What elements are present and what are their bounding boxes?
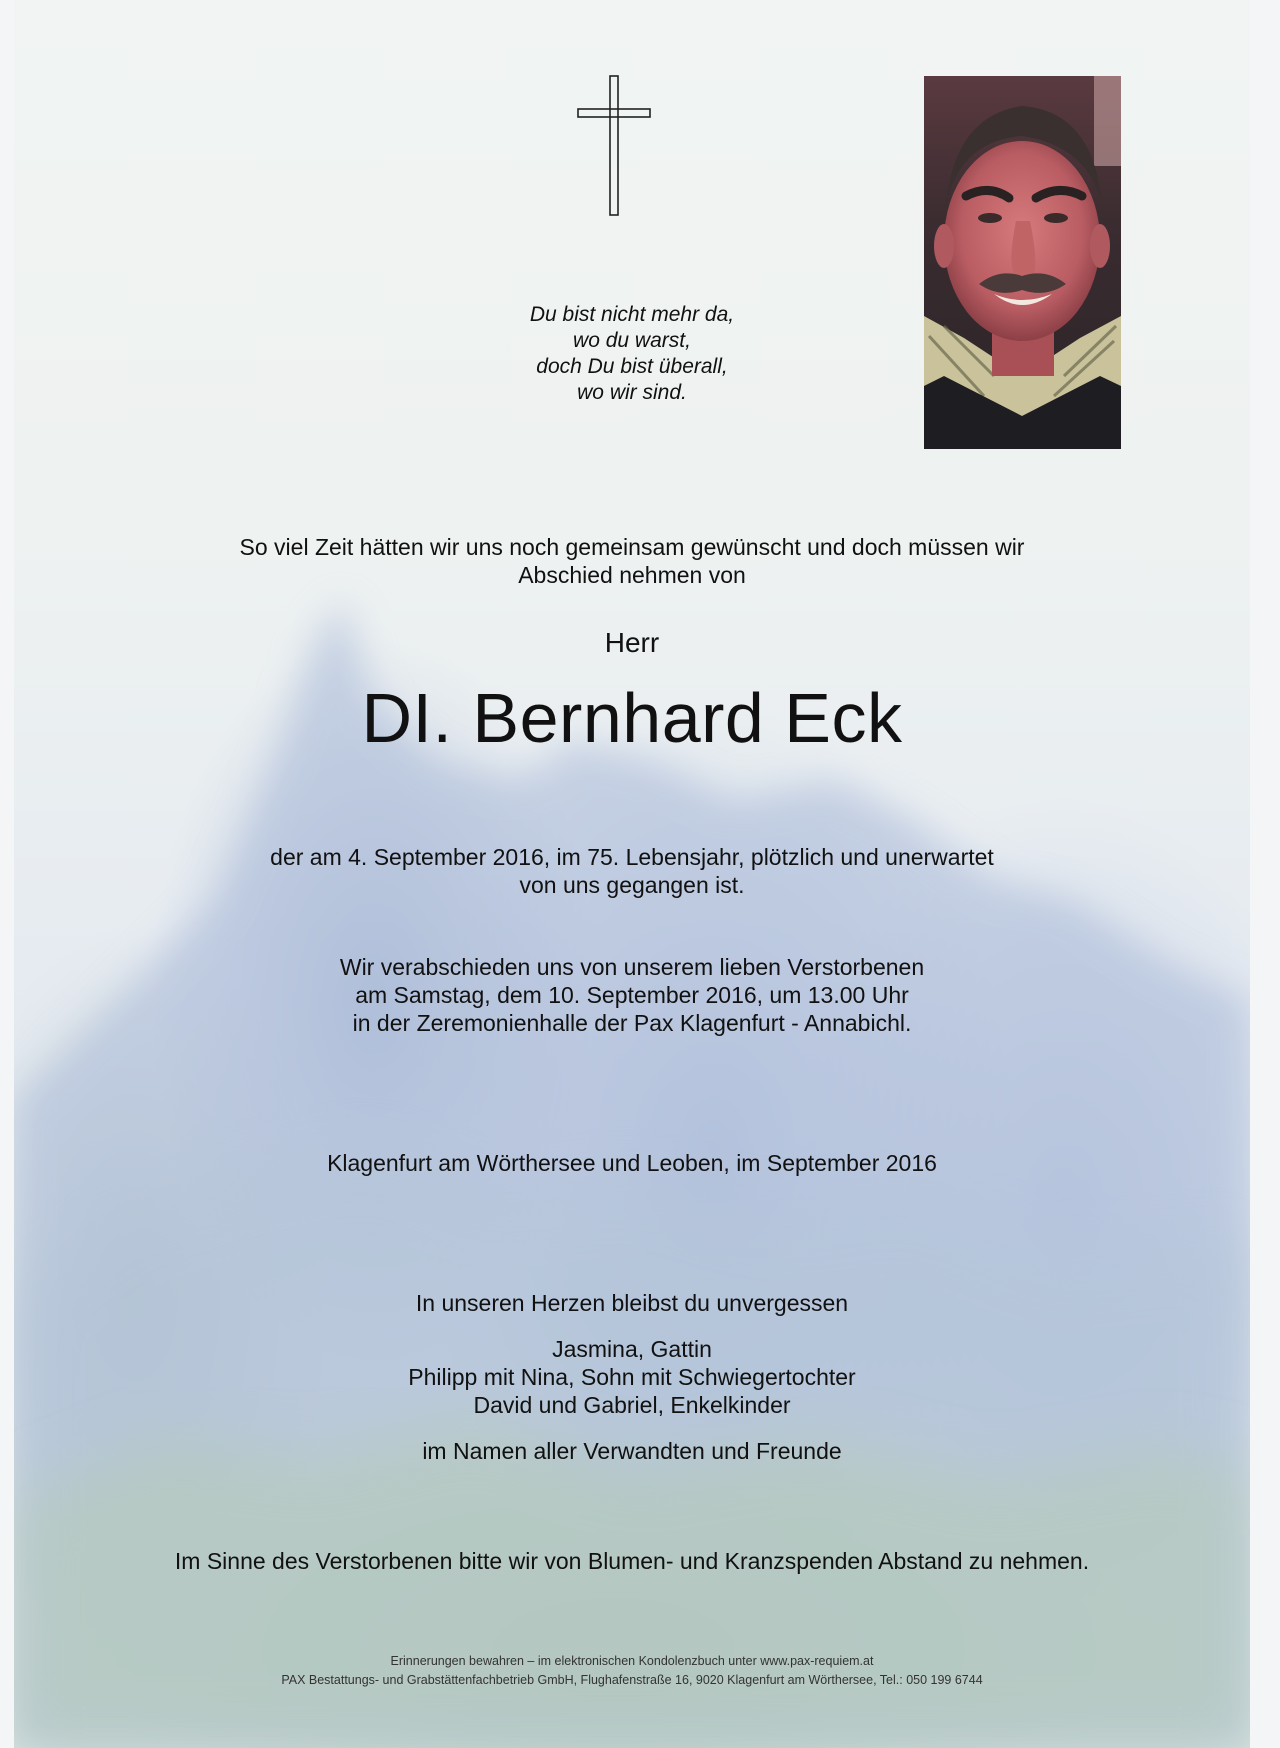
cross-icon [577, 75, 653, 217]
death-notice [14, 843, 1250, 899]
intro-line: Abschied nehmen von [518, 562, 746, 588]
memory-line: In unseren Herzen bleibst du unvergessen [415, 1290, 849, 1316]
relatives-line: im Namen aller Verwandten und Freunde [422, 1438, 842, 1464]
ceremony-line: am Samstag, dem 10. September 2016, um 13.00 Uhr [355, 982, 909, 1008]
verse-line: Du bist nicht mehr da, [529, 303, 735, 326]
intro-text [14, 533, 1250, 589]
verse-text [14, 302, 1250, 406]
death-notice-line: der am 4. September 2016, im 75. Lebensjahr, plötzlich und unerwartet [270, 844, 994, 870]
family-member: Philipp mit Nina, Sohn mit Schwiegertochter [408, 1364, 856, 1390]
footer [14, 1652, 1250, 1690]
ceremony-line: Wir verabschieden uns von unserem lieben Verstorbenen [339, 954, 925, 980]
salutation: Herr [604, 627, 660, 658]
deceased-name: DI. Bernhard Eck [361, 679, 903, 757]
ceremony-info [14, 953, 1250, 1037]
verse-line: wo wir sind. [577, 381, 687, 404]
family-member: David und Gabriel, Enkelkinder [473, 1392, 791, 1418]
place-date: Klagenfurt am Wörthersee und Leoben, im September 2016 [327, 1150, 937, 1176]
footer-condolence-line: Erinnerungen bewahren – im elektronischen Kondolenzbuch unter www.pax-requiem.at [390, 1654, 874, 1668]
verse-line: doch Du bist überall, [536, 355, 728, 378]
verse-line: wo du warst, [573, 329, 691, 352]
family-list [14, 1335, 1250, 1419]
intro-line: So viel Zeit hätten wir uns noch gemeinsam gewünscht und doch müssen wir [239, 534, 1025, 560]
obituary-page [14, 0, 1250, 1748]
family-member: Jasmina, Gattin [552, 1336, 712, 1362]
flower-request: Im Sinne des Verstorbenen bitte wir von Blumen- und Kranzspenden Abstand zu nehmen. [174, 1548, 1090, 1574]
death-notice-line: von uns gegangen ist. [519, 872, 745, 898]
ceremony-line: in der Zeremonienhalle der Pax Klagenfurt - Annabichl. [352, 1010, 912, 1036]
footer-company-line: PAX Bestattungs- und Grabstättenfachbetrieb GmbH, Flughafenstraße 16, 9020 Klagenfurt am Wörthersee, Tel.: 050 199 6744 [281, 1673, 983, 1687]
